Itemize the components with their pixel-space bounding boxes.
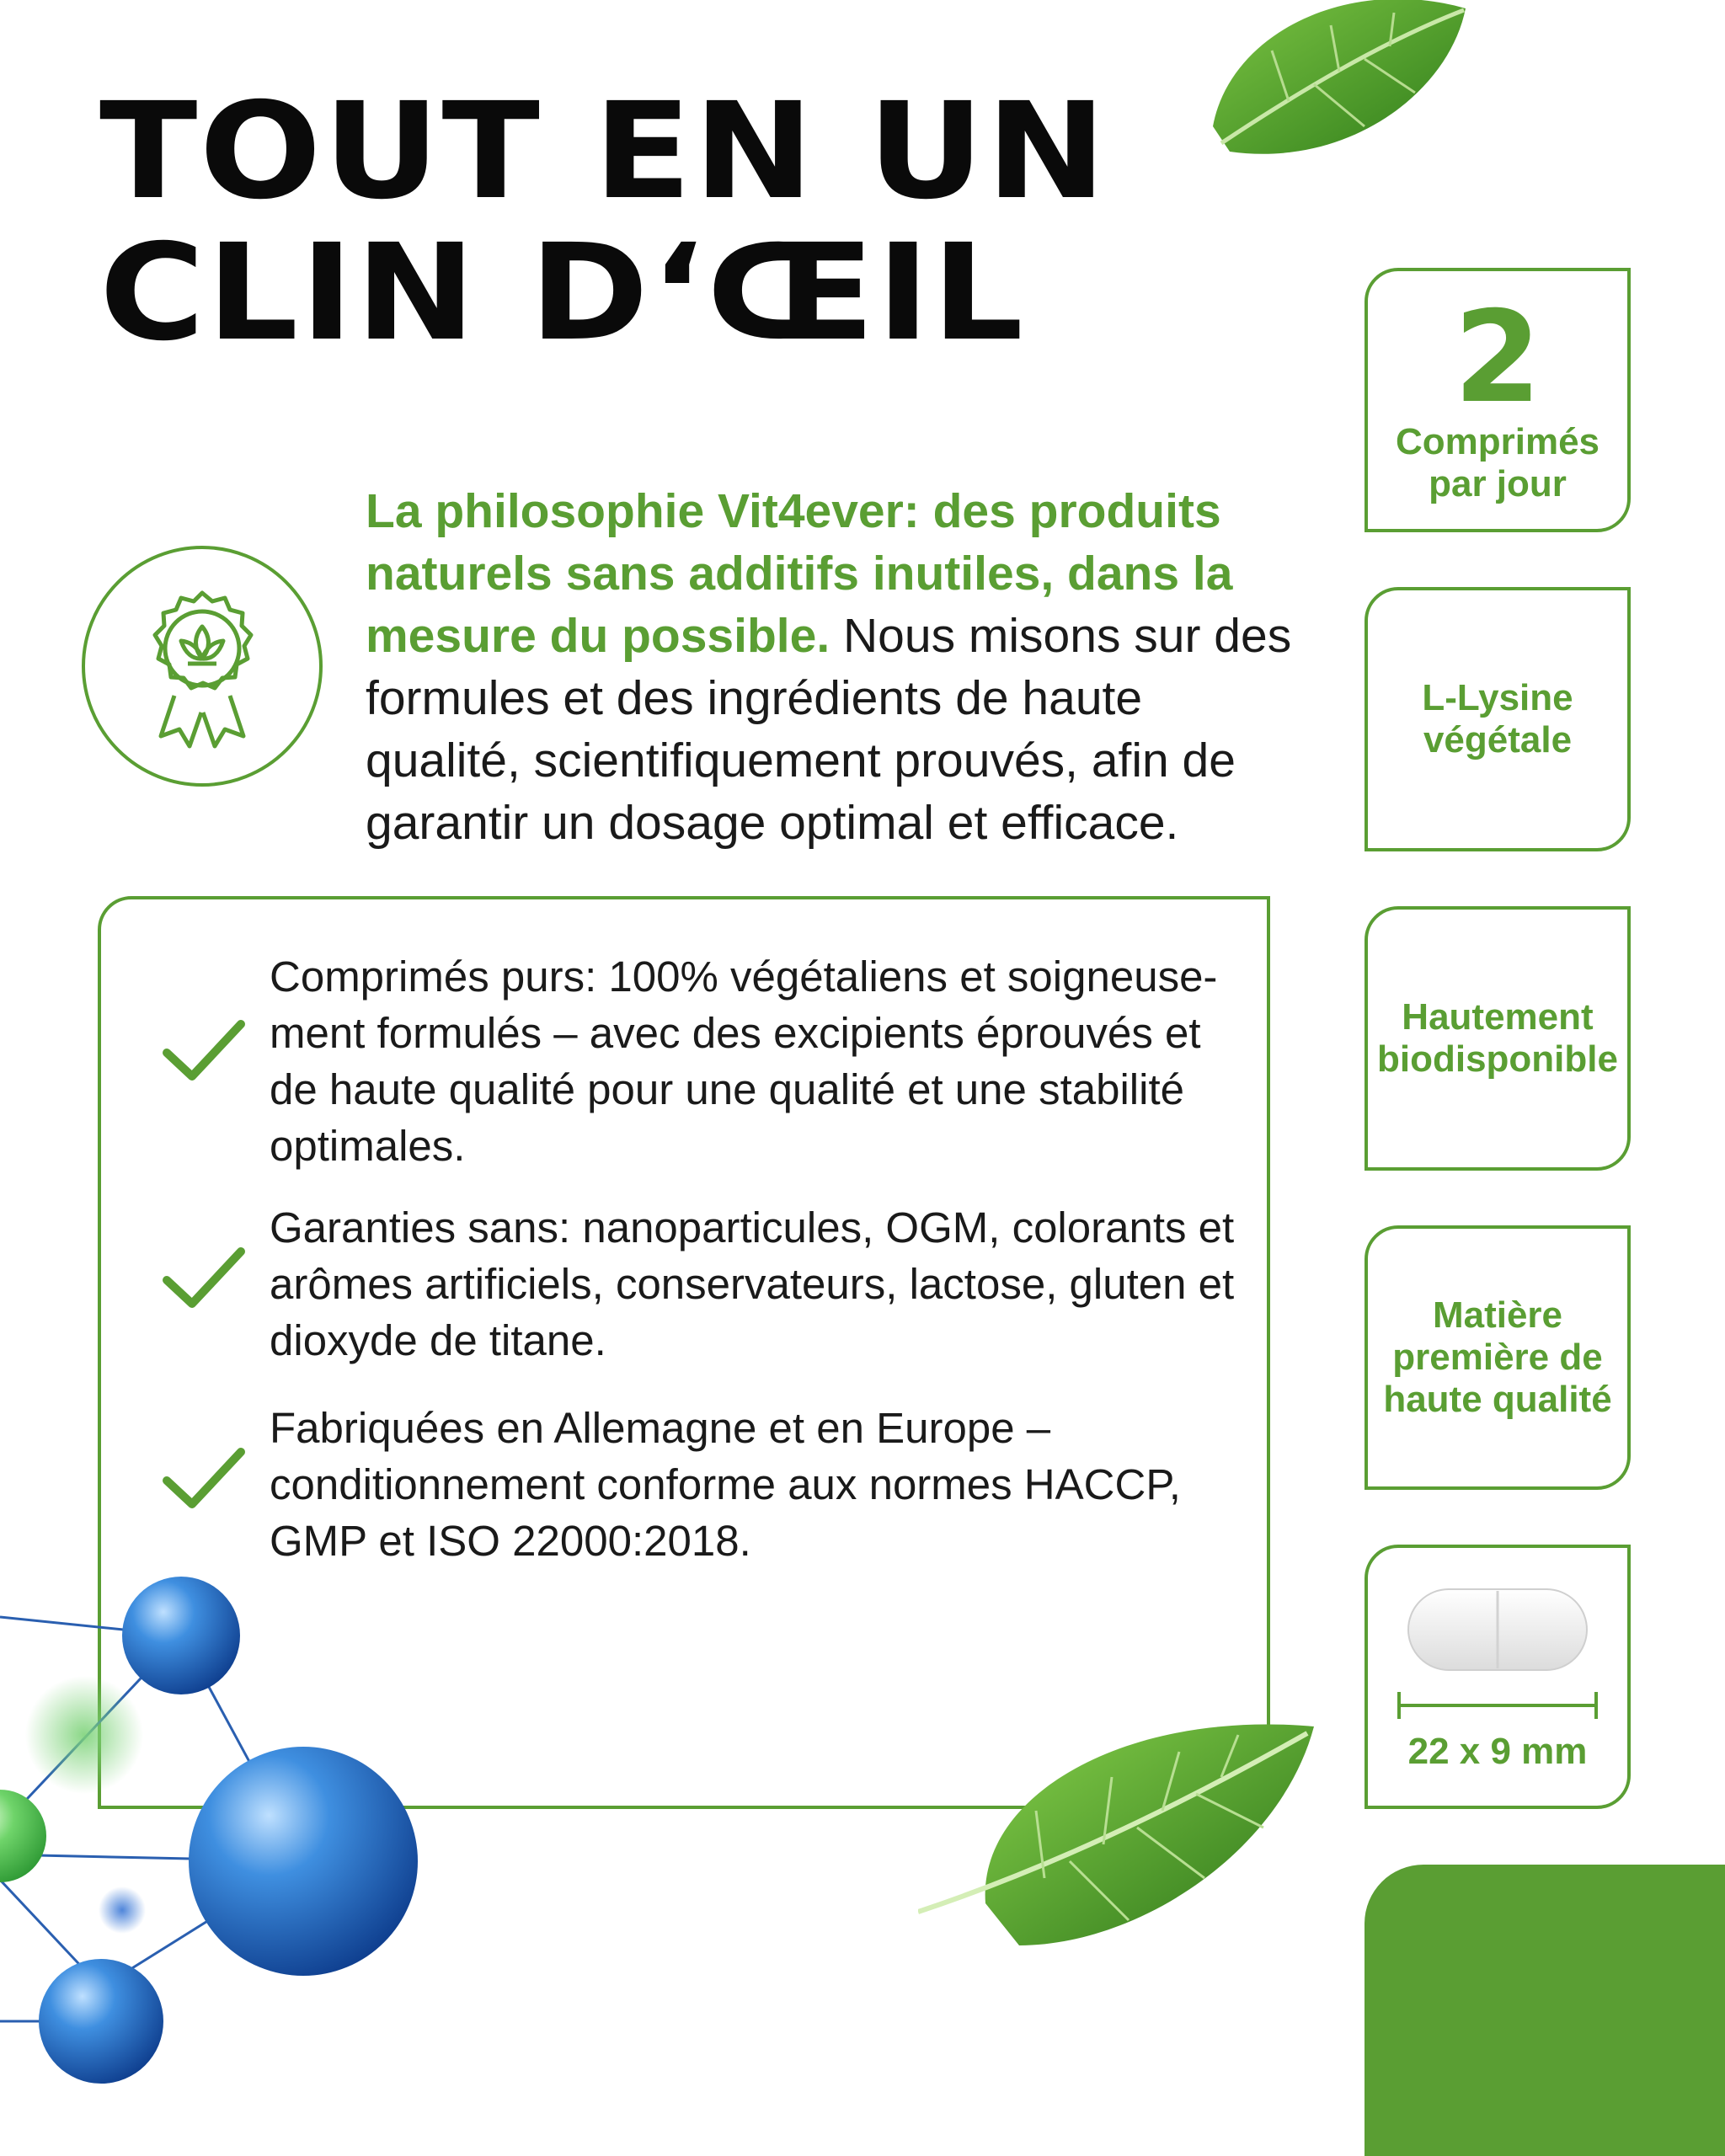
tablet-icon — [1397, 1581, 1599, 1724]
intro-body: Nous misons sur des formules et des ingrédients de haute qualité, scientifiquement prouvés, afin de garantir un dosage optimal et efficace. — [366, 609, 1292, 850]
intro-text — [366, 480, 1292, 854]
feature-text-2: Garanties sans: nanoparticules, OGM, colorants et arômes artificiels, conservateurs, lactose, gluten et dioxyde de titane. — [270, 1203, 1235, 1364]
page-title — [99, 74, 1108, 371]
title-line-2: CLIN D‘ŒIL — [99, 216, 1026, 371]
quality-label: Matière première de haute qualité — [1383, 1294, 1612, 1420]
card-tablet-size — [1365, 1545, 1631, 1809]
dose-number: 2 — [1453, 285, 1542, 431]
checkmark-icon — [162, 1243, 246, 1314]
title-line-1: TOUT EN UN — [99, 74, 1108, 229]
card-bioavailable — [1365, 906, 1631, 1171]
checkmark-icon — [162, 1016, 246, 1086]
lysine-label: L-Lysine végétale — [1422, 677, 1573, 760]
feature-text-3: Fabriquées en Allemagne et en Europe – conditionnement conforme aux normes HACCP, GMP et ISO 22000:2018. — [270, 1404, 1181, 1565]
feature-text-1: Comprimés purs: 100% végétaliens et soigneuse-ment formulés – avec des excipients éprouvés et de haute qualité pour une qualité et une stabilité optimales. — [270, 953, 1218, 1170]
bioavailable-label: Hautement biodisponible — [1377, 996, 1618, 1080]
intro-highlight: La philosophie Vit4ever: des produits naturels sans additifs inutiles, dans la mesure du possible. — [366, 484, 1233, 663]
dose-label: Comprimés par jour — [1395, 421, 1600, 504]
card-quality — [1365, 1225, 1631, 1490]
quality-award-leaf-icon — [80, 544, 324, 788]
card-daily-dose — [1365, 268, 1631, 532]
checkmark-icon — [162, 1444, 246, 1514]
green-corner-block — [1365, 1865, 1725, 2156]
leaf-image-top — [1196, 0, 1474, 168]
card-lysine — [1365, 587, 1631, 851]
leaf-image-bottom — [918, 1693, 1322, 1962]
tablet-size: 22 x 9 mm — [1407, 1731, 1588, 1772]
molecule-image — [0, 1558, 438, 2097]
